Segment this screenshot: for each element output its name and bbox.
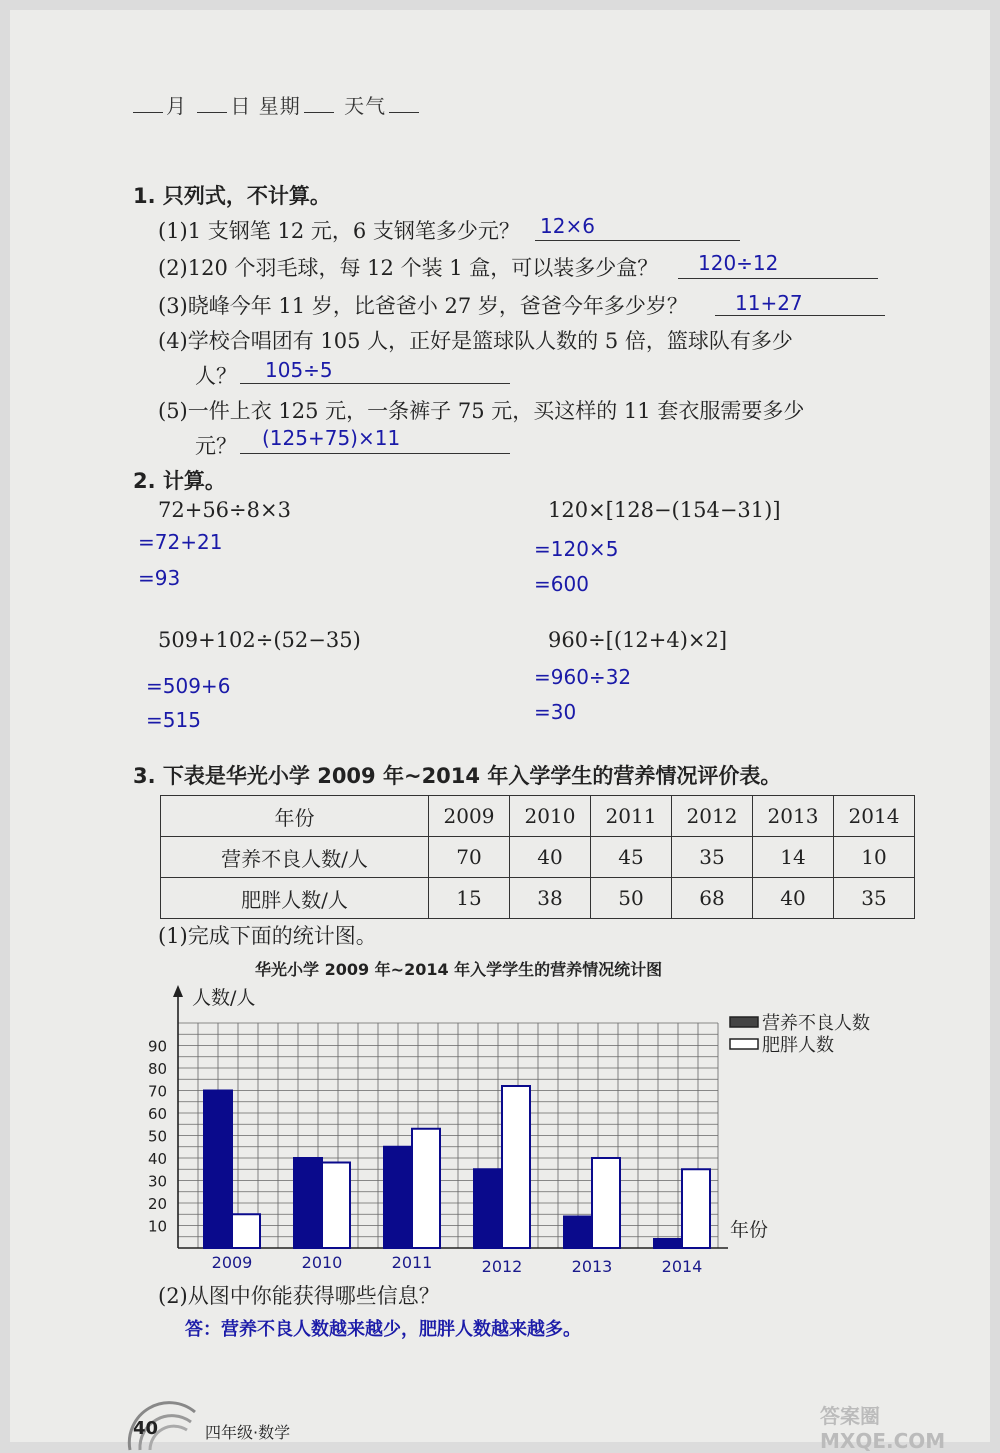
legend-swatch [730,1017,758,1027]
table-cell: 营养不良人数/人 [161,837,429,878]
table-cell: 45 [591,837,672,878]
y-tick-label: 40 [148,1150,168,1168]
calc-4-expr: 960÷[(12+4)×2] [548,628,728,652]
question-1: (1)1 支钢笔 12 元，6 支钢笔多少元？ [158,219,520,243]
week-label: 星期 [258,94,301,118]
bar-obesity [682,1169,710,1248]
y-tick-label: 80 [148,1060,168,1078]
legend-swatch [730,1039,758,1049]
y-tick-label: 70 [148,1082,168,1101]
calc-4-step2: =30 [534,700,577,724]
watermark: 答案圈 MXQE.COM [820,1404,946,1453]
table-header-cell: 2012 [672,796,753,837]
bar-malnutrition [294,1158,322,1248]
calc-4-step1: =960÷32 [534,665,632,689]
calc-1-expr: 72+56÷8×3 [158,498,291,522]
chart-grid [173,985,728,1248]
table-cell: 肥胖人数/人 [161,878,429,919]
section2-title: 2. 计算。 [133,469,226,493]
calc-2-step1: =120×5 [534,537,619,561]
table-cell: 50 [591,878,672,919]
bar-malnutrition [564,1217,592,1249]
bar-obesity [412,1129,440,1248]
answer-5: (125+75)×11 [262,426,401,450]
calc-3-expr: 509+102÷(52−35) [158,628,361,652]
bar-malnutrition [474,1169,502,1248]
day-label: 日 [230,94,252,118]
table-cell: 35 [672,837,753,878]
y-axis-label: 人数/人 [192,987,256,1009]
x-axis-label: 年份 [730,1219,769,1241]
table-header-cell: 2014 [834,796,915,837]
answer-3: 11+27 [735,291,803,315]
section1-title: 1. 只列式，不计算。 [133,184,331,208]
bar-malnutrition [384,1147,412,1248]
question-2: (2)120 个羽毛球，每 12 个装 1 盒，可以装多少盒？ [158,256,659,280]
calc-3-step1: =509+6 [146,674,231,698]
book-title: 四年级·数学 [205,1423,291,1442]
table-header-cell: 年份 [161,796,429,837]
x-tick-label: 2009 [211,1253,253,1272]
table-cell: 35 [834,878,915,919]
y-tick-label: 60 [148,1105,168,1123]
y-tick-label: 20 [148,1195,168,1213]
month-label: 月 [166,94,187,118]
table-cell: 40 [510,837,591,878]
y-axis-arrow [173,985,183,997]
legend-label: 肥胖人数 [762,1035,834,1056]
x-tick-label: 2012 [481,1257,523,1276]
bar-obesity [322,1163,350,1249]
calc-1-step2: =93 [138,566,181,590]
question-4: (4)学校合唱团有 105 人，正好是篮球队人数的 5 倍，篮球队有多少 [158,329,793,353]
bar-obesity [502,1086,530,1248]
question-5: (5)一件上衣 125 元，一条裤子 75 元，买这样的 11 套衣服需要多少 [158,399,805,423]
y-tick-label: 10 [148,1217,168,1236]
chart-legend [730,1013,870,1056]
page-number-arc [115,1400,205,1452]
y-tick-label: 30 [148,1172,168,1191]
subquestion-2: (2)从图中你能获得哪些信息？ [158,1284,440,1308]
calc-1-step1: =72+21 [138,530,223,554]
bar-obesity [592,1158,620,1248]
x-tick-label: 2013 [571,1257,613,1276]
x-tick-label: 2011 [391,1253,433,1272]
section3-title: 3. 下表是华光小学 2009 年~2014 年入学学生的营养情况评价表。 [133,764,782,788]
bar-malnutrition [654,1239,682,1248]
x-tick-label: 2014 [661,1257,703,1276]
table-cell: 40 [753,878,834,919]
table-cell: 68 [672,878,753,919]
answer-1: 12×6 [540,214,595,238]
subquestion-2-answer: 答：营养不良人数越来越少，肥胖人数越来越多。 [185,1319,581,1340]
bar-malnutrition [204,1091,232,1249]
page-number: 40 [133,1418,159,1439]
calc-2-step2: =600 [534,572,589,596]
question-3: (3)晓峰今年 11 岁，比爸爸小 27 岁，爸爸今年多少岁？ [158,294,688,318]
table-header-cell: 2013 [753,796,834,837]
question-5-cont: 元？ [195,434,237,458]
weather-label: 天气 [344,94,387,118]
y-tick-label: 50 [148,1127,168,1146]
table-cell: 10 [834,837,915,878]
table-header-cell: 2011 [591,796,672,837]
calc-2-expr: 120×[128−(154−31)] [548,498,781,522]
table-cell: 15 [429,878,510,919]
subquestion-1: (1)完成下面的统计图。 [158,924,377,948]
table-header-cell: 2010 [510,796,591,837]
answer-2: 120÷12 [698,251,779,275]
question-4-cont: 人？ [195,364,237,388]
table-cell: 38 [510,878,591,919]
calc-3-step2: =515 [146,708,201,732]
y-tick-label: 90 [148,1037,168,1056]
chart-bars [204,1086,710,1248]
table-header-cell: 2009 [429,796,510,837]
legend-label: 营养不良人数 [762,1013,870,1034]
bar-obesity [232,1214,260,1248]
answer-4: 105÷5 [265,358,333,382]
table-cell: 14 [753,837,834,878]
x-tick-label: 2010 [301,1253,343,1272]
chart-title: 华光小学 2009 年~2014 年入学学生的营养情况统计图 [255,960,663,979]
table-cell: 70 [429,837,510,878]
